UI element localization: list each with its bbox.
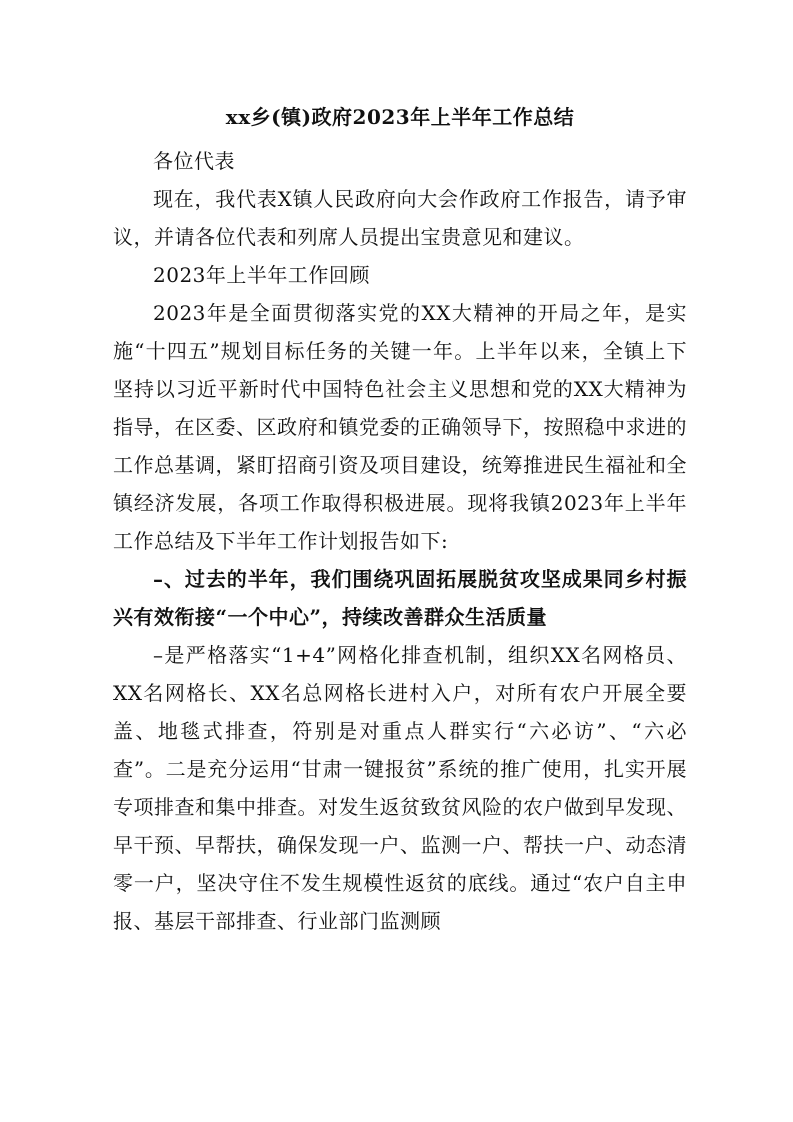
section-review-heading: 2023年上半年工作回顾 [153,263,370,287]
section-heading-1: –、过去的半年，我们围绕巩固拓展脱贫攻坚成果同乡村振兴有效衔接“一个中心”，持续改善群众生活质量 [113,567,687,629]
salutation: 各位代表 [153,149,235,173]
body-paragraph: –是严格落实“1+4”网格化排查机制，组织XX名网格员、XX名网格长、XX名总网格长进村入户，对所有农户开展全要盖、地毯式排查，符别是对重点人群实行“六必访”、“六必查”。二是充分运用“甘肃一键报贫”系统的推广使用，扎实开展专项排查和集中排查。对发生返贫致贫风险的农户做到早发现、早干预、早帮扶，确保发现一户、监测一户、帮扶一户、动态清零一户，坚决守住不发生规模性返贫的底线。通过“农户自主申报、基层干部排查、行业部门监测顾 [113,643,687,933]
review-paragraph: 2023年是全面贯彻落实党的XX大精神的开局之年，是实施“十四五”规划目标任务的关键一年。上半年以来，全镇上下坚持以习近平新时代中国特色社会主义思想和党的XX大精神为指导，在区委、区政府和镇党委的正确领导下，按照稳中求进的工作总基调，紧盯招商引资及项目建设，统筹推进民生福祉和全镇经济发展，各项工作取得积极进展。现将我镇2023年上半年工作总结及下半年工作计划报告如下: [113,301,687,553]
document-title: xx乡(镇)政府2023年上半年工作总结 [225,105,575,129]
document-body [113,104,687,940]
intro-paragraph: 现在，我代表X镇人民政府向大会作政府工作报告，请予审议，并请各位代表和列席人员提出宝贵意见和建议。 [113,187,687,249]
